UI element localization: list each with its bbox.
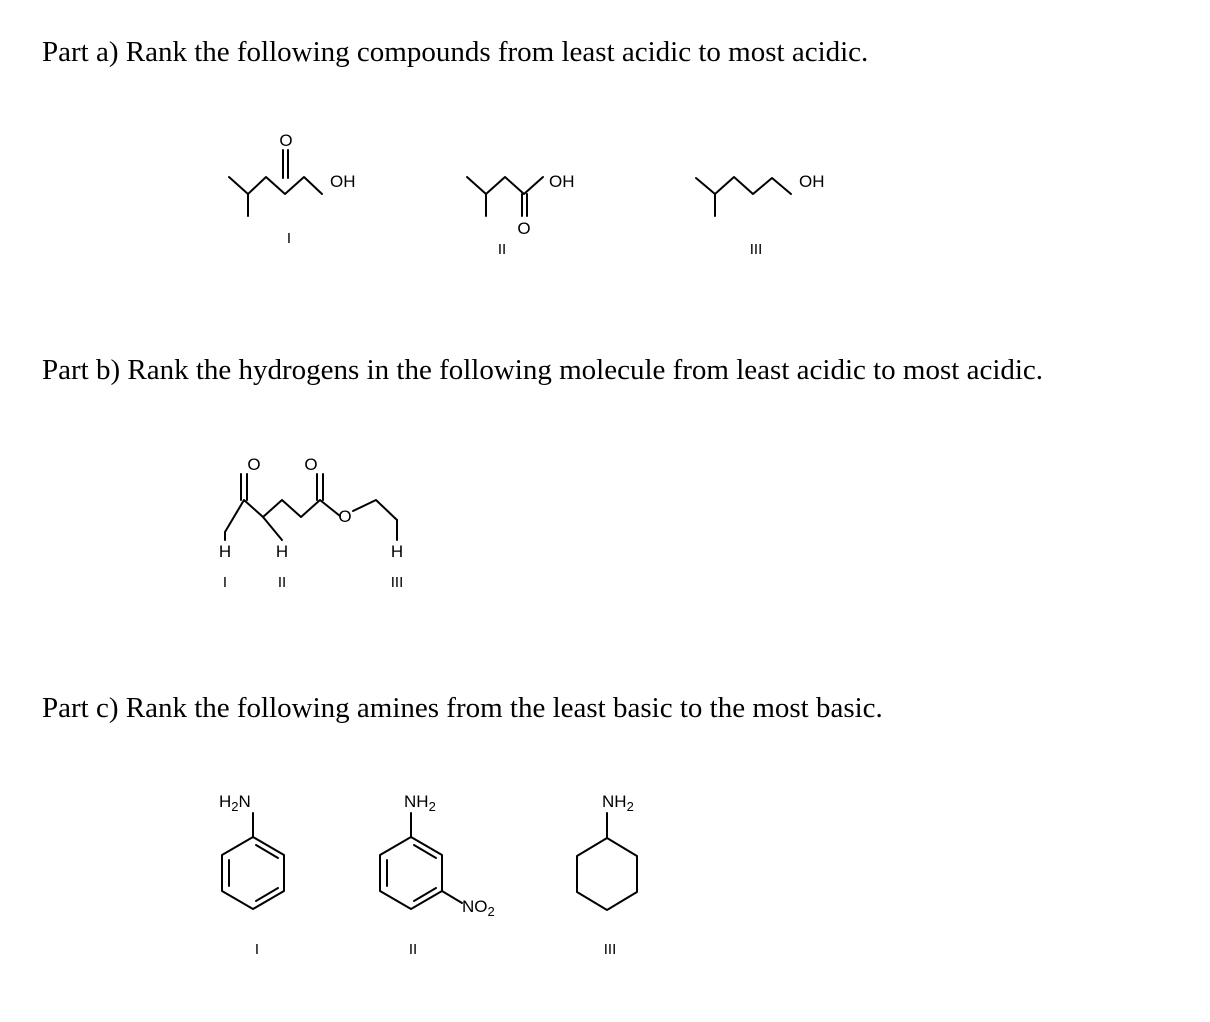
amine-ii [380, 792, 495, 958]
amine-ii-numeral: II [408, 941, 418, 958]
ketone-oxygen: O [247, 455, 261, 474]
hydrogen-iii: H [390, 542, 404, 561]
compound-iii-numeral: III [749, 241, 763, 258]
compound-iii [696, 172, 825, 258]
nitro-group: $NO_2$ [462, 897, 495, 919]
part-b-question: Part b) Rank the hydrogens in the following molecule from least acidic to most acidic. [42, 354, 1044, 386]
ester-carbonyl-oxygen: O [304, 455, 318, 474]
part-c-structures [0, 780, 1210, 980]
amine-i [219, 792, 284, 958]
compound-i-carbonyl-oxygen: O [279, 131, 293, 150]
compound-ii-carbonyl-oxygen: O [517, 219, 531, 238]
part-b-molecule [219, 455, 403, 591]
ester-oxygen: O [338, 507, 352, 526]
part-a-structures [0, 130, 1210, 270]
compound-ii [467, 172, 575, 258]
hydrogen-i-numeral: I [222, 574, 228, 591]
hydrogen-i: H [218, 542, 232, 561]
part-b-structure [0, 445, 1210, 605]
compound-i-numeral: I [286, 230, 292, 247]
part-c-question: Part c) Rank the following amines from the least basic to the most basic. [42, 692, 883, 724]
amine-ii-group: $NH_2$ [404, 792, 436, 814]
amine-i-group: $H_2N$ [219, 792, 251, 814]
hydrogen-ii-numeral: II [277, 574, 287, 591]
compound-iii-hydroxyl: OH [799, 172, 825, 191]
hydrogen-ii: H [275, 542, 289, 561]
hydrogen-iii-numeral: III [390, 574, 404, 591]
compound-i-hydroxyl: OH [330, 172, 356, 191]
amine-iii [577, 792, 637, 958]
part-a-question: Part a) Rank the following compounds from least acidic to most acidic. [42, 36, 869, 68]
amine-i-numeral: I [254, 941, 260, 958]
compound-ii-numeral: II [497, 241, 507, 258]
compound-i [229, 131, 356, 247]
amine-iii-numeral: III [603, 941, 617, 958]
amine-iii-group: $NH_2$ [602, 792, 634, 814]
compound-ii-hydroxyl: OH [549, 172, 575, 191]
